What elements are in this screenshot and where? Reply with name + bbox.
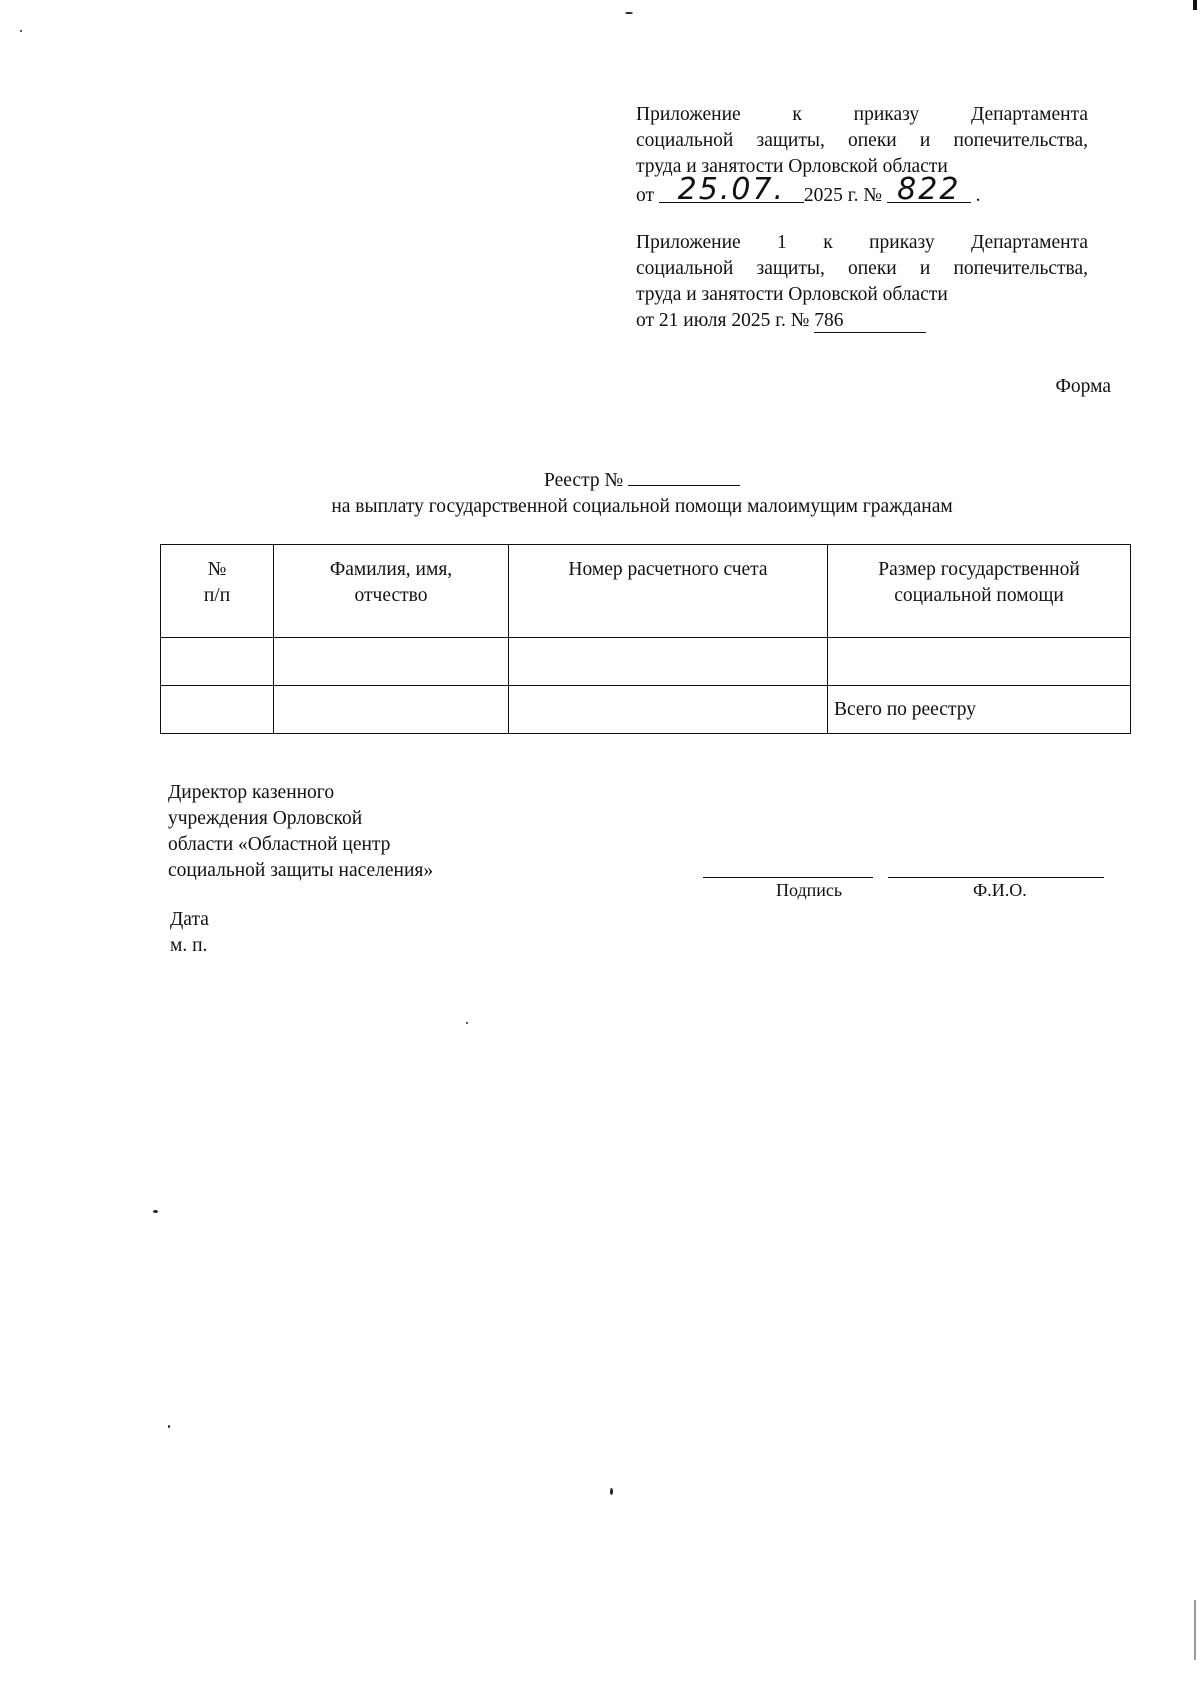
- registry-table: [160, 544, 1131, 734]
- registry-number-blank: [628, 485, 740, 486]
- seal-label: м. п.: [170, 935, 208, 956]
- scan-speck: [625, 12, 633, 14]
- header-amount-line-2: социальной помощи: [894, 585, 1064, 606]
- table-cell: [509, 686, 828, 734]
- year-text: 2025 г. №: [803, 185, 882, 206]
- scan-speck: [153, 1210, 158, 1213]
- handwritten-date: 25.07.: [659, 178, 804, 203]
- scan-edge-mark: [1194, 1600, 1196, 1660]
- appendix-previous-line-2: социальной защиты, опеки и попечительства,: [636, 258, 1088, 279]
- header-name-line-2: отчество: [354, 585, 428, 606]
- registry-subtitle: на выплату государственной социальной помощи малоимущим гражданам: [331, 496, 953, 517]
- date-prefix: от: [636, 185, 655, 206]
- name-line: [888, 877, 1104, 878]
- appendix-current-line-3: труда и занятости Орловской области: [636, 156, 948, 177]
- director-title: [168, 780, 433, 884]
- table-cell: [161, 638, 274, 686]
- scan-edge-mark: [1193, 0, 1197, 10]
- table-header-row: [161, 545, 1131, 638]
- signature-caption: Подпись: [776, 880, 843, 900]
- appendix-previous-date-line: [636, 308, 1088, 334]
- scan-speck: [610, 1488, 613, 1495]
- registry-title: [42, 468, 1200, 494]
- signature-line: [703, 877, 873, 878]
- form-label: Форма: [1055, 376, 1111, 397]
- header-amount-line-1: Размер государственной: [878, 559, 1080, 580]
- appendix-current: [636, 102, 1088, 209]
- previous-order-number: 786: [814, 310, 926, 333]
- appendix-current-line-1: Приложение к приказу Департамента: [636, 104, 1088, 125]
- previous-date-text: от 21 июля 2025 г. №: [636, 310, 810, 331]
- end-mark: .: [975, 185, 981, 206]
- director-line-3: области «Областной центр: [168, 834, 391, 855]
- appendix-previous-line-1: Приложение 1 к приказу Департамента: [636, 232, 1088, 253]
- header-name: [274, 545, 509, 638]
- director-line-4: социальной защиты населения»: [168, 860, 434, 881]
- header-num-line-1: №: [207, 559, 227, 580]
- header-name-line-1: Фамилия, имя,: [329, 559, 453, 580]
- table-row: [161, 638, 1131, 686]
- appendix-current-date-line: [636, 172, 1088, 209]
- date-label: Дата: [170, 909, 209, 930]
- appendix-previous: [636, 230, 1088, 334]
- total-label: Всего по реестру: [828, 686, 1131, 734]
- registry-title-text: Реестр №: [544, 470, 624, 491]
- appendix-current-line-2: социальной защиты, опеки и попечительства,: [636, 130, 1088, 151]
- table-total-row: [161, 686, 1131, 734]
- scan-speck: [466, 1022, 468, 1024]
- scan-speck: [168, 1425, 170, 1428]
- appendix-previous-line-3: труда и занятости Орловской области: [636, 284, 948, 305]
- table-cell: [274, 686, 509, 734]
- scan-speck: [20, 30, 22, 32]
- table-cell: [161, 686, 274, 734]
- header-account-text: Номер расчетного счета: [568, 559, 768, 580]
- header-num-line-2: п/п: [203, 585, 231, 606]
- handwritten-number: 822: [887, 178, 971, 203]
- director-line-2: учреждения Орловской: [168, 808, 363, 829]
- header-account: [509, 545, 828, 638]
- director-line-1: Директор казенного: [168, 782, 335, 803]
- header-amount: [828, 545, 1131, 638]
- table-cell: [274, 638, 509, 686]
- table-cell: [828, 638, 1131, 686]
- name-caption: Ф.И.О.: [973, 880, 1027, 900]
- table-cell: [509, 638, 828, 686]
- header-num: [161, 545, 274, 638]
